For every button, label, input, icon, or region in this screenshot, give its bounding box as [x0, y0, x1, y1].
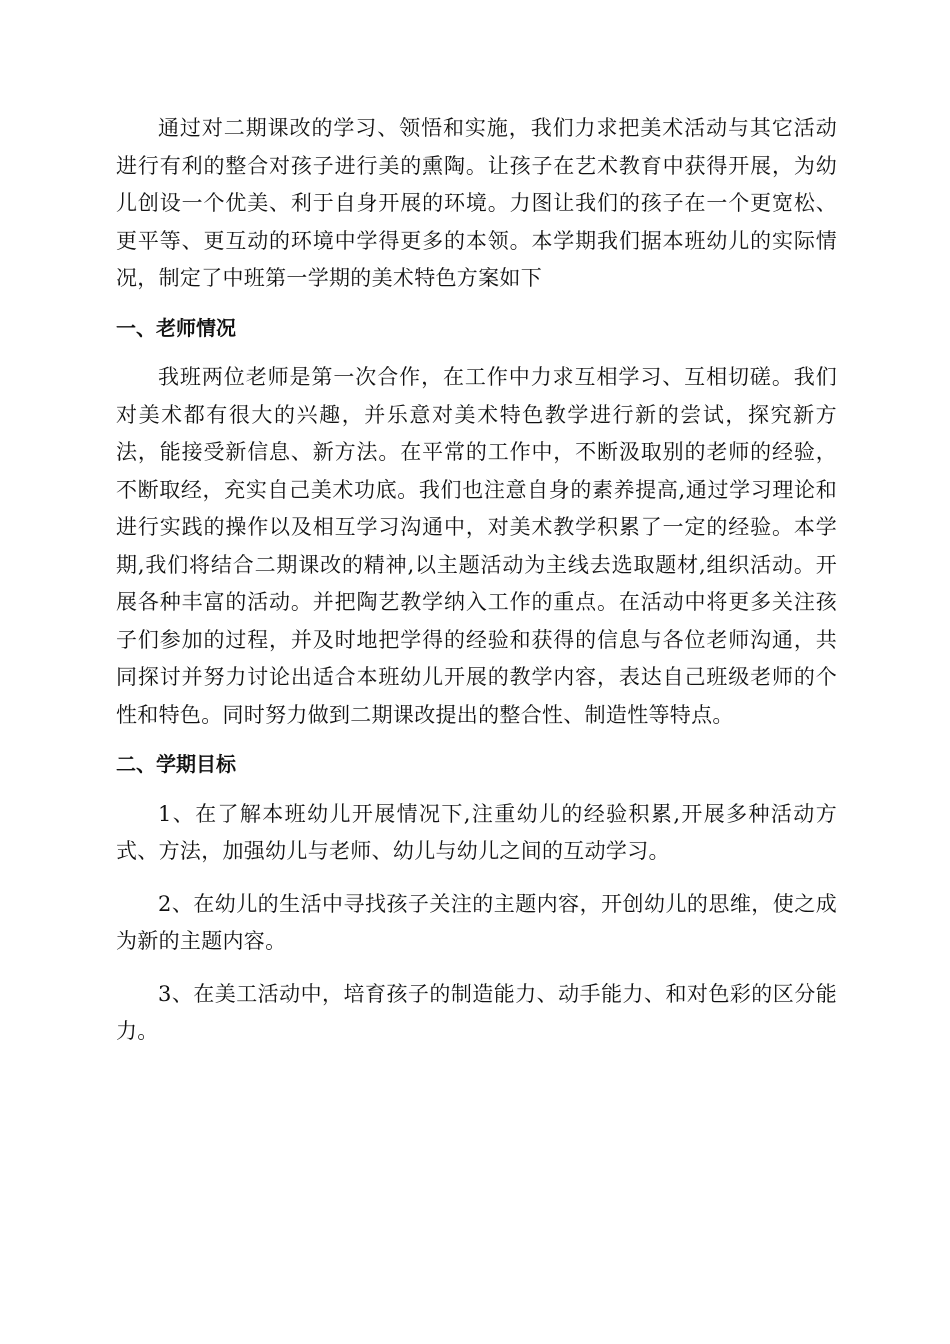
goal-item-3: 3、在美工活动中，培育孩子的制造能力、动手能力、和对色彩的区分能力。	[116, 981, 837, 1043]
goal-item-2: 2、在幼儿的生活中寻找孩子关注的主题内容，开创幼儿的思维，使之成为新的主题内容。	[116, 891, 837, 953]
teachers-paragraph: 我班两位老师是第一次合作，在工作中力求互相学习、互相切磋。我们对美术都有很大的兴趣，并乐意对美术特色教学进行新的尝试，探究新方法，能接受新信息、新方法。在平常的工作中，不断汲取别的老师的经验，不断取经，充实自己美术功底。我们也注意自身的素养提高,通过学习理论和进行实践的操作以及相互学习沟通中，对美术教学积累了一定的经验。本学期,我们将结合二期课改的精神,以主题活动为主线去选取题材,组织活动。开展各种丰富的活动。并把陶艺教学纳入工作的重点。在活动中将更多关注孩子们参加的过程，并及时地把学得的经验和获得的信息与各位老师沟通，共同探讨并努力讨论出适合本班幼儿开展的教学内容，表达自己班级老师的个性和特色。同时努力做到二期课改提出的整合性、制造性等特点。	[116, 365, 837, 727]
section-heading-teachers: 一、老师情况	[116, 315, 236, 340]
goal-item-1: 1、在了解本班幼儿开展情况下,注重幼儿的经验积累,开展多种活动方式、方法，加强幼儿与老师、幼儿与幼儿之间的互动学习。	[116, 801, 837, 863]
intro-paragraph: 通过对二期课改的学习、领悟和实施，我们力求把美术活动与其它活动进行有利的整合对孩子进行美的熏陶。让孩子在艺术教育中获得开展，为幼儿创设一个优美、利于自身开展的环境。力图让我们的孩子在一个更宽松、更平等、更互动的环境中学得更多的本领。本学期我们据本班幼儿的实际情况，制定了中班第一学期的美术特色方案如下	[116, 116, 837, 290]
document-page	[116, 110, 837, 1051]
section-heading-goals: 二、学期目标	[116, 752, 236, 776]
